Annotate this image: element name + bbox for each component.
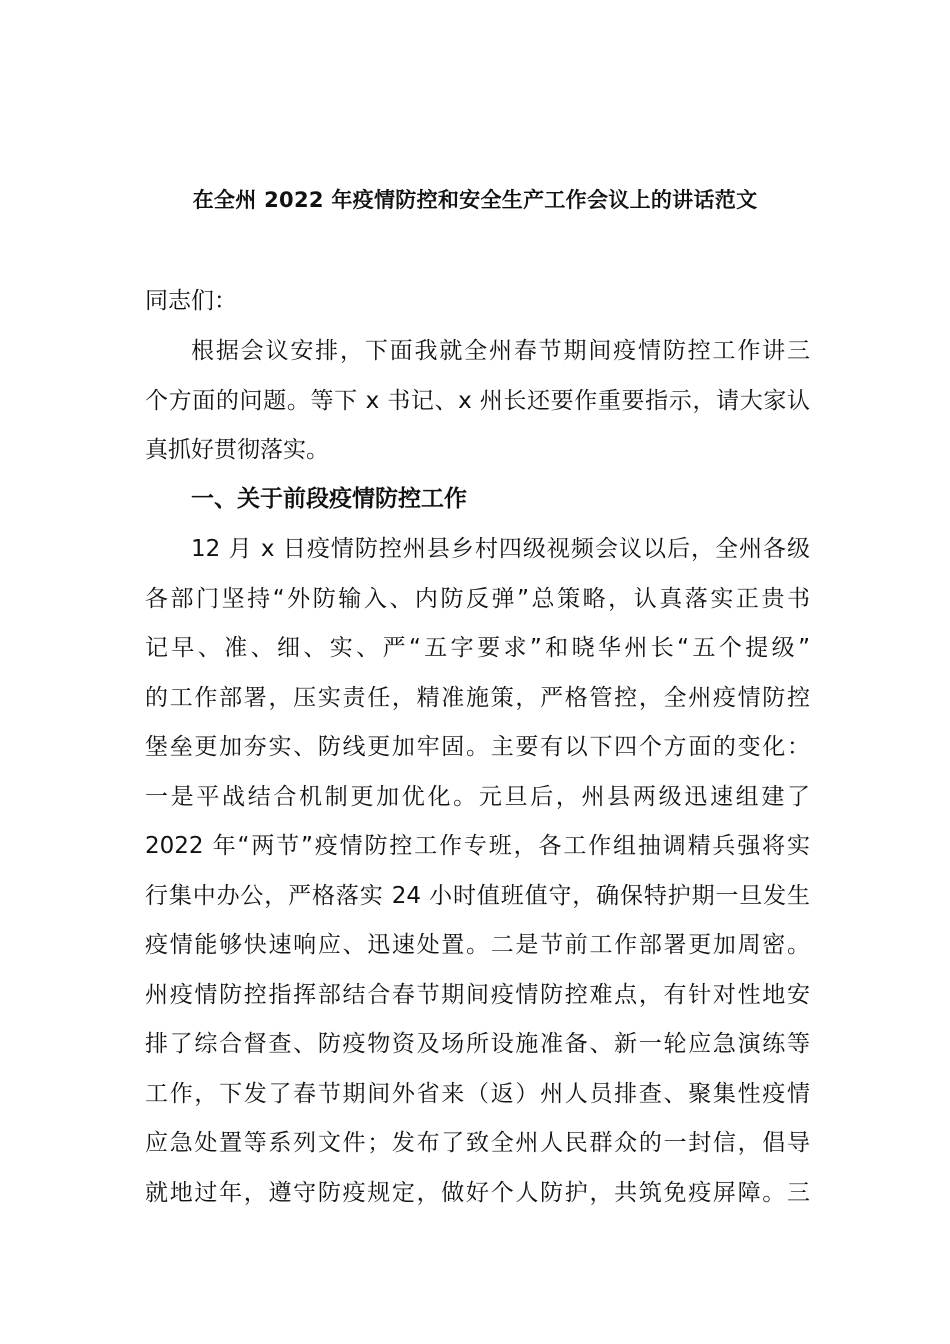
paragraph-line: 工作，下发了春节期间外省来（返）州人员排查、聚集性疫情 [145,1080,810,1107]
document-title: 在全州 2022 年疫情防控和安全生产工作会议上的讲话范文 [192,188,758,212]
paragraph-intro [145,327,810,476]
paragraph-line: 州疫情防控指挥部结合春节期间疫情防控难点，有针对性地安 [145,981,810,1008]
paragraph-line: 真抓好贯彻落实。 [145,437,329,463]
paragraph-line: 2022 年“两节”疫情防控工作专班，各工作组抽调精兵强将实 [145,833,810,859]
paragraph-line: 排了综合督查、防疫物资及场所设施准备、新一轮应急演练等 [145,1031,810,1057]
paragraph-line: 的工作部署，压实责任，精准施策，严格管控，全州疫情防控 [145,684,810,711]
paragraph-line: 行集中办公，严格落实 24 小时值班值守，确保特护期一旦发生 [145,882,810,909]
section-heading: 一、关于前段疫情防控工作 [191,486,467,512]
paragraph-main [145,525,810,1218]
paragraph-line: 根据会议安排，下面我就全州春节期间疫情防控工作讲三 [191,338,810,364]
paragraph-line: 堡垒更加夯实、防线更加牢固。主要有以下四个方面的变化： [145,734,810,760]
paragraph-line: 就地过年，遵守防疫规定，做好个人防护，共筑免疫屏障。三 [145,1179,810,1206]
paragraph-line: 记早、准、细、实、严“五字要求”和晓华州长“五个提级” [145,635,810,661]
paragraph-line: 12 月 x 日疫情防控州县乡村四级视频会议以后，全州各级 [191,536,810,562]
salutation: 同志们： [145,288,237,314]
paragraph-line: 各部门坚持“外防输入、内防反弹”总策略，认真落实正贵书 [145,585,810,612]
paragraph-line: 一是平战结合机制更加优化。元旦后，州县两级迅速组建了 [145,783,810,810]
paragraph-line: 应急处置等系列文件；发布了致全州人民群众的一封信，倡导 [145,1130,810,1156]
paragraph-line: 个方面的问题。等下 x 书记、x 州长还要作重要指示，请大家认 [145,387,810,414]
paragraph-line: 疫情能够快速响应、迅速处置。二是节前工作部署更加周密。 [145,932,810,958]
